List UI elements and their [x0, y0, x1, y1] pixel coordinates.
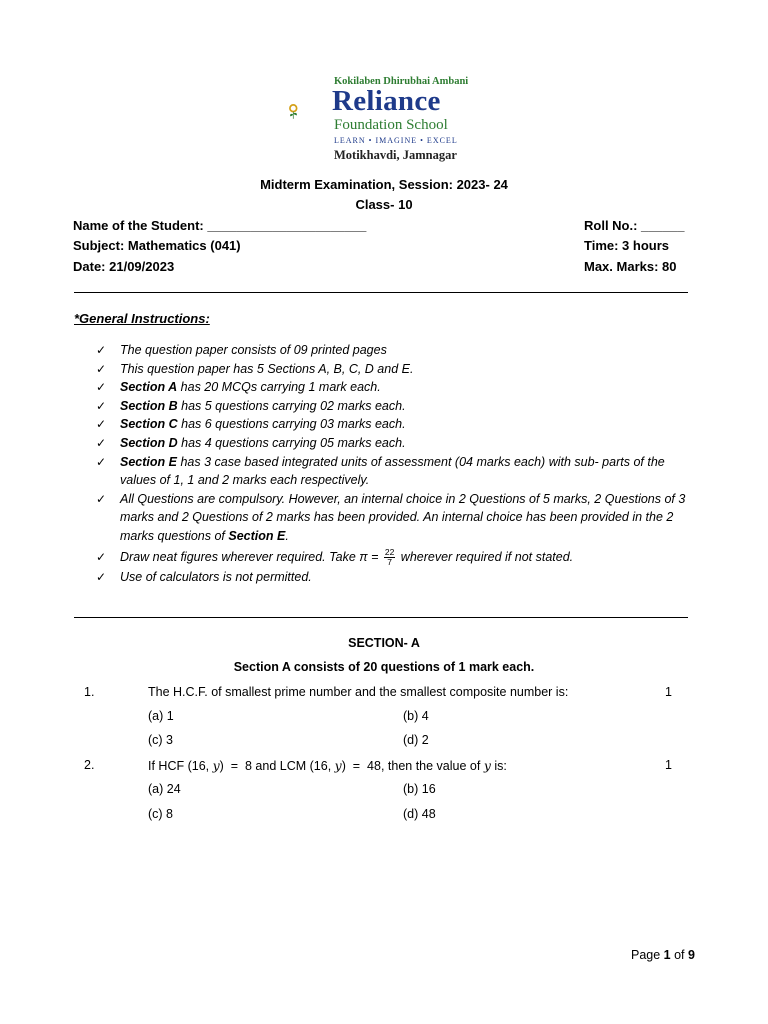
- max-marks-label: Max. Marks: 80: [584, 259, 677, 274]
- fraction-numerator: 22: [384, 546, 395, 557]
- page-number: [631, 948, 695, 962]
- instruction-item: [96, 415, 696, 434]
- option-b: (b) 16: [403, 782, 436, 796]
- check-icon: ✓: [96, 435, 107, 450]
- instruction-text: Draw neat figures wherever required. Take π =: [120, 549, 382, 564]
- instructions-divider: [74, 617, 688, 618]
- subject-label: Subject: Mathematics (041): [73, 238, 241, 253]
- check-icon: ✓: [96, 569, 107, 584]
- option-a: (a) 1: [148, 709, 174, 723]
- instruction-item: [96, 360, 696, 379]
- section-title: SECTION- A: [348, 636, 420, 650]
- check-icon: ✓: [96, 549, 107, 564]
- roll-number-field: Roll No.: ______: [584, 218, 685, 233]
- instruction-text: Use of calculators is not permitted.: [120, 569, 312, 584]
- instruction-text-end: .: [285, 528, 289, 543]
- instruction-section-name: Section E: [228, 528, 286, 543]
- instruction-item: [96, 568, 696, 587]
- instruction-section-name: Section E: [120, 454, 177, 469]
- question-text-part: ) = 8 and LCM (16,: [219, 759, 335, 773]
- question-number: 1.: [84, 685, 95, 699]
- question-marks: 1: [665, 685, 672, 699]
- option-d: (d) 48: [403, 807, 436, 821]
- instruction-section-name: Section A: [120, 380, 178, 395]
- option-d: (d) 2: [403, 733, 429, 747]
- option-b: (b) 4: [403, 709, 429, 723]
- check-icon: ✓: [96, 454, 107, 469]
- logo-school-trust-name: Kokilaben Dhirubhai Ambani: [334, 76, 469, 87]
- instruction-text: The question paper consists of 09 printed pages: [120, 343, 387, 357]
- instruction-section-name: Section C: [120, 417, 178, 432]
- instruction-text: has 20 MCQs carrying 1 mark each.: [177, 380, 381, 395]
- option-c: (c) 3: [148, 733, 173, 747]
- check-icon: ✓: [96, 361, 107, 376]
- instruction-section-name: Section B: [120, 398, 178, 413]
- option-a: (a) 24: [148, 782, 181, 796]
- question-marks: 1: [665, 758, 672, 772]
- section-subtitle: Section A consists of 20 questions of 1 mark each.: [233, 660, 535, 674]
- question-text: The H.C.F. of smallest prime number and the smallest composite number is:: [148, 685, 569, 699]
- page-prefix: Page: [631, 948, 664, 962]
- pi-fraction: [384, 548, 395, 567]
- instruction-item: [96, 434, 696, 453]
- check-icon: ✓: [96, 417, 107, 432]
- time-label: Time: 3 hours: [584, 238, 670, 253]
- fraction-denominator: 7: [387, 556, 392, 567]
- instruction-text: This question paper has 5 Sections A, B, C, D and E.: [120, 361, 414, 376]
- check-icon: ✓: [96, 343, 107, 357]
- instruction-text: has 5 questions carrying 02 marks each.: [177, 398, 406, 413]
- instruction-text: has 4 questions carrying 05 marks each.: [177, 435, 406, 450]
- instruction-text: All Questions are compulsory. However, an internal choice in 2 Questions of 5 marks, 2 Questions of 3 marks and 2 Questions of 2 marks has been provided. An internal choice has been provided in the 2 marks questions of: [120, 491, 686, 543]
- logo-tagline: LEARN • IMAGINE • EXCEL: [334, 136, 458, 145]
- question-text-part: ) = 48, then the value of: [341, 759, 484, 773]
- instruction-item: [96, 490, 696, 546]
- instruction-section-name: Section D: [120, 435, 178, 450]
- math-variable: y: [212, 758, 220, 773]
- instruction-item: [96, 397, 696, 416]
- math-variable: y: [334, 758, 342, 773]
- question-text-part: is:: [490, 759, 507, 773]
- question-number: 2.: [84, 758, 95, 772]
- logo-school-name: Reliance: [332, 85, 441, 117]
- exam-title: Midterm Examination, Session: 2023- 24: [260, 177, 508, 192]
- date-label: Date: 21/09/2023: [73, 259, 175, 274]
- instruction-item: [96, 341, 696, 360]
- page-total: 9: [688, 948, 695, 962]
- instruction-item: [96, 546, 696, 568]
- instruction-text-end: wherever required if not stated.: [397, 549, 574, 564]
- school-logo-emblem: [288, 80, 336, 148]
- header-divider: [74, 292, 688, 293]
- question-text-part: If HCF (16,: [148, 759, 213, 773]
- check-icon: ✓: [96, 380, 107, 395]
- page-of: of: [670, 948, 688, 962]
- instruction-item: [96, 453, 696, 490]
- instruction-item: [96, 378, 696, 397]
- instructions-heading: *General Instructions:: [74, 311, 210, 326]
- math-variable: y: [483, 758, 491, 773]
- student-name-field: Name of the Student: ______________________: [73, 218, 367, 233]
- instruction-text: has 3 case based integrated units of assessment (04 marks each) with sub- parts of the values of 1, 1 and 2 marks each respectively.: [120, 454, 665, 488]
- instructions-list: [96, 341, 696, 586]
- check-icon: ✓: [96, 398, 107, 413]
- question-text: [148, 758, 507, 773]
- instruction-text: has 6 questions carrying 03 marks each.: [177, 417, 406, 432]
- class-label: Class- 10: [355, 197, 413, 212]
- page-current: 1: [663, 948, 671, 962]
- check-icon: ✓: [96, 491, 107, 506]
- option-c: (c) 8: [148, 807, 173, 821]
- logo-location: Motikhavdi, Jamnagar: [334, 148, 457, 162]
- logo-school-subtitle: Foundation School: [334, 117, 448, 133]
